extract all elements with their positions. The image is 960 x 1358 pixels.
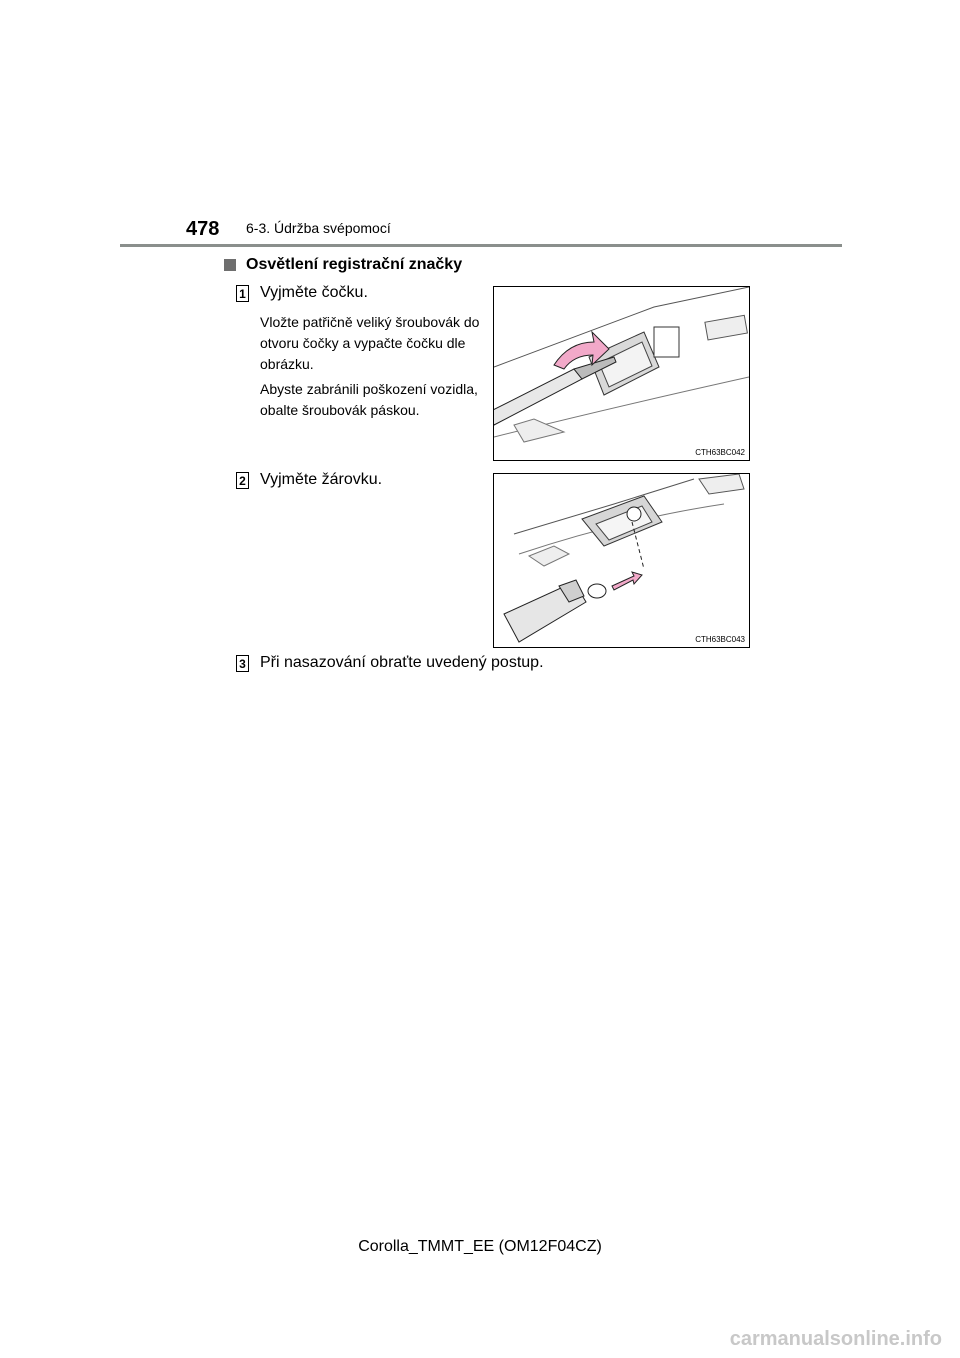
figure-1-code: CTH63BC042	[695, 448, 745, 457]
section-heading-text: Osvětlení registrační značky	[246, 256, 463, 273]
figure-2-code: CTH63BC043	[695, 635, 745, 644]
footer-model-code: Corolla_TMMT_EE (OM12F04CZ)	[358, 1238, 602, 1255]
header-rule	[120, 244, 842, 247]
square-bullet-icon	[224, 259, 236, 271]
step-3-text: Při nasazování obraťte uvedený postup.	[260, 654, 544, 671]
figure-remove-bulb	[493, 473, 750, 648]
figure-remove-lens	[493, 286, 750, 461]
watermark: carmanualsonline.info	[729, 1328, 942, 1350]
step-1-badge: 1	[236, 285, 249, 302]
page-number: 478	[186, 218, 220, 240]
step-3-badge: 3	[236, 655, 249, 672]
section-reference: 6-3. Údržba svépomocí	[246, 220, 391, 236]
step-1-note-2: Abyste zabránili poškození vozidla, obalte šroubovák páskou.	[260, 381, 478, 418]
step-2-badge: 2	[236, 472, 249, 489]
step-1-text: Vyjměte čočku.	[260, 284, 368, 301]
section-heading	[224, 256, 462, 274]
lens-removal-illustration	[494, 287, 749, 460]
step-2-text: Vyjměte žárovku.	[260, 471, 383, 488]
bulb-removal-illustration	[494, 474, 749, 647]
step-1-note-1: Vložte patřičně veliký šroubovák do otvoru čočky a vypačte čočku dle obrázku.	[260, 314, 480, 372]
